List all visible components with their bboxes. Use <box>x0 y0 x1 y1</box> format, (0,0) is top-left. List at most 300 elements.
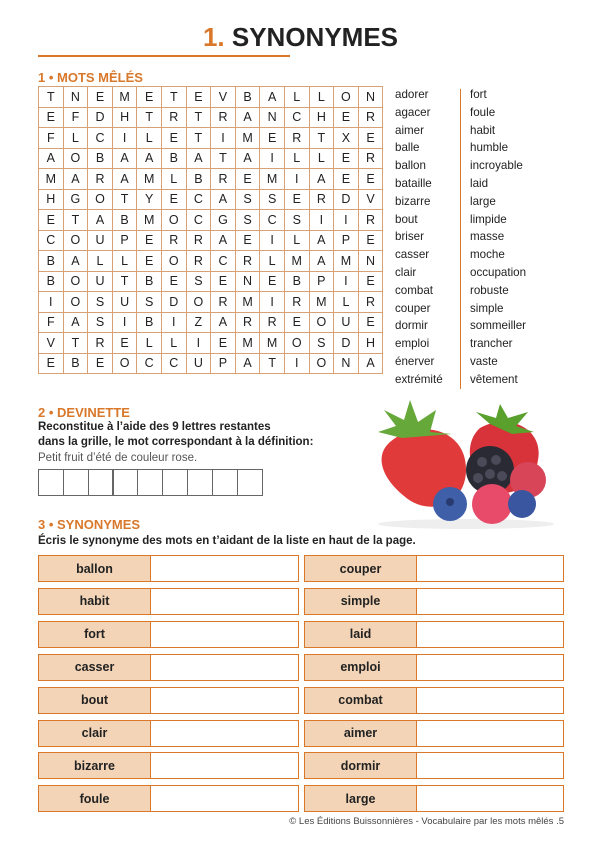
riddle-definition: Petit fruit d’été de couleur rose. <box>38 452 198 464</box>
grid-cell: S <box>284 210 309 231</box>
grid-cell: D <box>161 292 186 313</box>
grid-cell: O <box>186 292 211 313</box>
grid-cell: L <box>161 333 186 354</box>
grid-cell: F <box>39 128 64 149</box>
synonym-answer-field[interactable] <box>417 753 563 778</box>
grid-cell: I <box>260 148 285 169</box>
grid-cell: E <box>88 353 113 374</box>
grid-cell: S <box>88 312 113 333</box>
synonym-row <box>304 654 564 681</box>
grid-cell: R <box>358 292 383 313</box>
synonym-answer-field[interactable] <box>417 556 563 581</box>
grid-cell: S <box>309 333 334 354</box>
grid-cell: A <box>235 148 260 169</box>
grid-cell: O <box>334 87 359 108</box>
grid-cell: T <box>63 210 88 231</box>
grid-cell: T <box>186 107 211 128</box>
grid-cell: L <box>284 148 309 169</box>
word-list-item: combat <box>395 283 434 297</box>
grid-cell: B <box>137 312 162 333</box>
word-list-item: vaste <box>470 354 498 368</box>
grid-cell: D <box>334 189 359 210</box>
synonym-word: laid <box>305 622 417 647</box>
grid-cell: A <box>211 189 236 210</box>
answer-letter-box[interactable] <box>112 469 138 496</box>
grid-cell: R <box>235 251 260 272</box>
grid-cell: M <box>260 169 285 190</box>
grid-cell: A <box>63 251 88 272</box>
word-list-item: clair <box>395 265 417 279</box>
grid-cell: T <box>260 353 285 374</box>
grid-cell: V <box>39 333 64 354</box>
grid-cell: B <box>112 210 137 231</box>
grid-cell: T <box>63 333 88 354</box>
grid-cell: O <box>309 312 334 333</box>
grid-cell: A <box>309 230 334 251</box>
grid-cell: B <box>39 251 64 272</box>
word-list-item: agacer <box>395 105 431 119</box>
grid-cell: L <box>137 128 162 149</box>
synonym-row <box>38 752 299 779</box>
synonym-row <box>304 752 564 779</box>
grid-cell: E <box>39 353 64 374</box>
grid-cell: E <box>186 87 211 108</box>
grid-cell: E <box>334 148 359 169</box>
grid-cell: B <box>186 169 211 190</box>
synonym-word: large <box>305 786 417 811</box>
grid-cell: M <box>235 333 260 354</box>
synonym-row <box>38 588 299 615</box>
grid-cell: M <box>309 292 334 313</box>
answer-letter-box[interactable] <box>162 469 188 496</box>
word-list-item: masse <box>470 230 505 244</box>
grid-cell: U <box>334 312 359 333</box>
grid-cell: Y <box>137 189 162 210</box>
title-number: 1. <box>202 22 225 52</box>
grid-cell: P <box>211 353 236 374</box>
synonym-word: fort <box>39 622 151 647</box>
grid-cell: C <box>284 107 309 128</box>
answer-letter-box[interactable] <box>187 469 213 496</box>
berries-image <box>368 398 560 530</box>
synonym-row <box>38 555 299 582</box>
word-list-item: emploi <box>395 337 430 351</box>
synonym-row <box>38 687 299 714</box>
grid-cell: E <box>358 271 383 292</box>
grid-cell: P <box>309 271 334 292</box>
grid-cell: L <box>88 251 113 272</box>
word-list-item: énerver <box>395 354 435 368</box>
answer-letter-box[interactable] <box>38 469 64 496</box>
synonym-row <box>304 555 564 582</box>
grid-cell: L <box>334 292 359 313</box>
grid-row <box>39 189 383 210</box>
grid-cell: C <box>88 128 113 149</box>
grid-cell: I <box>309 210 334 231</box>
grid-cell: E <box>284 189 309 210</box>
grid-cell: R <box>186 230 211 251</box>
grid-cell: L <box>63 128 88 149</box>
grid-cell: A <box>39 148 64 169</box>
word-list-item: dormir <box>395 319 428 333</box>
grid-cell: E <box>39 107 64 128</box>
grid-cell: H <box>309 107 334 128</box>
grid-cell: R <box>309 189 334 210</box>
grid-cell: S <box>260 189 285 210</box>
synonym-row <box>38 621 299 648</box>
grid-cell: M <box>235 292 260 313</box>
grid-cell: T <box>309 128 334 149</box>
grid-cell: M <box>137 169 162 190</box>
synonym-row <box>304 720 564 747</box>
grid-cell: C <box>161 353 186 374</box>
answer-letter-box[interactable] <box>88 469 114 496</box>
grid-cell: O <box>63 148 88 169</box>
word-list-right <box>470 86 526 389</box>
grid-cell: E <box>260 128 285 149</box>
grid-cell: R <box>211 292 236 313</box>
grid-cell: H <box>112 107 137 128</box>
synonym-answer-field[interactable] <box>417 688 563 713</box>
grid-cell: C <box>137 353 162 374</box>
grid-cell: T <box>112 189 137 210</box>
synonym-word: bizarre <box>39 753 151 778</box>
grid-cell: T <box>112 271 137 292</box>
word-list-item: moche <box>470 248 505 262</box>
grid-cell: S <box>88 292 113 313</box>
grid-cell: V <box>211 87 236 108</box>
synonym-answer-field[interactable] <box>417 622 563 647</box>
grid-cell: B <box>63 353 88 374</box>
grid-row <box>39 148 383 169</box>
grid-cell: E <box>39 210 64 231</box>
grid-cell: M <box>334 251 359 272</box>
grid-cell: B <box>137 271 162 292</box>
grid-row <box>39 312 383 333</box>
grid-cell: E <box>161 189 186 210</box>
grid-row <box>39 353 383 374</box>
synonym-word: emploi <box>305 655 417 680</box>
grid-cell: E <box>137 230 162 251</box>
grid-cell: R <box>284 128 309 149</box>
synonym-row <box>304 785 564 812</box>
grid-cell: E <box>334 169 359 190</box>
grid-cell: R <box>284 292 309 313</box>
grid-row <box>39 292 383 313</box>
grid-cell: N <box>63 87 88 108</box>
grid-cell: E <box>112 333 137 354</box>
grid-cell: A <box>88 210 113 231</box>
footer: © Les Éditions Buissonnières - Vocabulaire par les mots mêlés .5 <box>289 816 564 827</box>
word-list-item: habit <box>470 123 496 137</box>
grid-cell: C <box>186 189 211 210</box>
grid-cell: O <box>161 251 186 272</box>
word-list-item: fort <box>470 88 487 101</box>
grid-cell: G <box>63 189 88 210</box>
grid-cell: R <box>161 230 186 251</box>
synonym-answer-field[interactable] <box>151 721 298 746</box>
title-underline <box>38 55 290 57</box>
grid-cell: U <box>112 292 137 313</box>
synonym-answer-field[interactable] <box>151 556 298 581</box>
grid-cell: M <box>260 333 285 354</box>
synonym-word: dormir <box>305 753 417 778</box>
grid-cell: B <box>39 271 64 292</box>
grid-cell: I <box>334 210 359 231</box>
grid-cell: E <box>235 230 260 251</box>
grid-row <box>39 230 383 251</box>
grid-cell: E <box>358 230 383 251</box>
grid-cell: L <box>161 169 186 190</box>
synonym-answer-field[interactable] <box>417 589 563 614</box>
grid-cell: H <box>39 189 64 210</box>
grid-cell: R <box>358 210 383 231</box>
grid-cell: B <box>88 148 113 169</box>
word-list-item: foule <box>470 105 496 119</box>
grid-cell: M <box>112 87 137 108</box>
synonym-word: ballon <box>39 556 151 581</box>
word-list-item: robuste <box>470 283 509 297</box>
grid-cell: T <box>211 148 236 169</box>
word-list-divider <box>460 89 461 389</box>
grid-cell: E <box>88 87 113 108</box>
synonym-word: casser <box>39 655 151 680</box>
word-list-item: bout <box>395 212 418 226</box>
grid-cell: E <box>334 107 359 128</box>
grid-cell: T <box>137 107 162 128</box>
grid-cell: X <box>334 128 359 149</box>
word-list-item: limpide <box>470 212 507 226</box>
synonym-answer-field[interactable] <box>151 786 298 811</box>
synonym-row <box>38 720 299 747</box>
grid-cell: I <box>284 353 309 374</box>
grid-cell: A <box>112 148 137 169</box>
word-list-item: aimer <box>395 123 424 137</box>
grid-cell: F <box>63 107 88 128</box>
grid-cell: E <box>284 312 309 333</box>
grid-cell: R <box>161 107 186 128</box>
synonym-answer-field[interactable] <box>417 721 563 746</box>
synonym-answer-field[interactable] <box>417 655 563 680</box>
word-list-left <box>395 86 443 389</box>
grid-cell: E <box>211 271 236 292</box>
grid-cell: P <box>334 230 359 251</box>
grid-cell: M <box>39 169 64 190</box>
grid-cell: R <box>88 169 113 190</box>
grid-cell: E <box>358 169 383 190</box>
synonym-answer-field[interactable] <box>151 655 298 680</box>
synonym-word: couper <box>305 556 417 581</box>
synonym-answer-field[interactable] <box>151 589 298 614</box>
grid-cell: U <box>88 271 113 292</box>
synonym-word: aimer <box>305 721 417 746</box>
grid-row <box>39 251 383 272</box>
synonym-row <box>304 621 564 648</box>
grid-row <box>39 169 383 190</box>
grid-cell: I <box>161 312 186 333</box>
grid-cell: T <box>186 128 211 149</box>
grid-cell: R <box>186 251 211 272</box>
synonym-word: foule <box>39 786 151 811</box>
grid-cell: E <box>260 271 285 292</box>
grid-row <box>39 87 383 108</box>
grid-cell: B <box>235 87 260 108</box>
grid-cell: I <box>39 292 64 313</box>
grid-cell: L <box>137 333 162 354</box>
grid-cell: I <box>260 292 285 313</box>
grid-row <box>39 271 383 292</box>
grid-cell: N <box>235 271 260 292</box>
grid-cell: I <box>334 271 359 292</box>
grid-cell: R <box>358 107 383 128</box>
grid-cell: A <box>186 148 211 169</box>
grid-cell: R <box>235 312 260 333</box>
grid-cell: V <box>358 189 383 210</box>
grid-cell: L <box>284 230 309 251</box>
grid-cell: E <box>358 312 383 333</box>
grid-cell: I <box>112 312 137 333</box>
grid-cell: D <box>88 107 113 128</box>
grid-cell: N <box>334 353 359 374</box>
grid-cell: L <box>284 87 309 108</box>
grid-cell: I <box>260 230 285 251</box>
grid-cell: S <box>235 189 260 210</box>
grid-cell: C <box>39 230 64 251</box>
grid-cell: D <box>334 333 359 354</box>
grid-cell: E <box>161 128 186 149</box>
grid-cell: L <box>112 251 137 272</box>
synonym-word: clair <box>39 721 151 746</box>
synonym-word: habit <box>39 589 151 614</box>
grid-row <box>39 333 383 354</box>
synonym-row <box>304 687 564 714</box>
grid-cell: E <box>211 333 236 354</box>
grid-cell: B <box>161 148 186 169</box>
grid-row <box>39 107 383 128</box>
word-list-item: sommeiller <box>470 319 527 333</box>
grid-cell: N <box>358 251 383 272</box>
riddle-instruction-1: Reconstitue à l’aide des 9 lettres restantes <box>38 421 271 433</box>
synonym-answer-field[interactable] <box>151 753 298 778</box>
synonym-answer-field[interactable] <box>151 622 298 647</box>
riddle-instruction-2: dans la grille, le mot correspondant à la définition: <box>38 436 314 448</box>
grid-cell: M <box>284 251 309 272</box>
grid-cell: E <box>235 169 260 190</box>
word-list-item: laid <box>470 176 489 190</box>
grid-cell: A <box>309 169 334 190</box>
grid-cell: U <box>88 230 113 251</box>
word-list-item: occupation <box>470 265 527 279</box>
grid-cell: C <box>260 210 285 231</box>
synonym-word: combat <box>305 688 417 713</box>
grid-cell: R <box>211 107 236 128</box>
word-list-item: extrémité <box>395 372 443 386</box>
riddle-answer-boxes <box>38 469 261 496</box>
grid-cell: T <box>161 87 186 108</box>
grid-cell: I <box>186 333 211 354</box>
synonym-row <box>38 654 299 681</box>
grid-cell: A <box>112 169 137 190</box>
grid-cell: M <box>137 210 162 231</box>
answer-letter-box[interactable] <box>237 469 263 496</box>
section1-title: 1 • MOTS MÊLÉS <box>38 70 143 85</box>
answer-letter-box[interactable] <box>63 469 89 496</box>
answer-letter-box[interactable] <box>212 469 238 496</box>
grid-cell: B <box>284 271 309 292</box>
grid-cell: O <box>161 210 186 231</box>
grid-cell: A <box>309 251 334 272</box>
word-list-item: casser <box>395 248 430 262</box>
grid-cell: I <box>211 128 236 149</box>
grid-cell: F <box>39 312 64 333</box>
grid-cell: I <box>112 128 137 149</box>
word-list-item: ballon <box>395 159 426 173</box>
word-list-item: simple <box>470 301 504 315</box>
synonym-answer-field[interactable] <box>151 688 298 713</box>
word-list-item: humble <box>470 141 509 155</box>
word-list-item: incroyable <box>470 159 523 173</box>
grid-cell: E <box>137 251 162 272</box>
word-list-item: adorer <box>395 88 429 101</box>
synonym-word: simple <box>305 589 417 614</box>
grid-cell: R <box>88 333 113 354</box>
section3-title: 3 • SYNONYMES <box>38 517 141 532</box>
grid-cell: A <box>137 148 162 169</box>
grid-cell: H <box>358 333 383 354</box>
grid-cell: N <box>358 87 383 108</box>
word-list-item: vêtement <box>470 372 518 386</box>
grid-cell: O <box>63 230 88 251</box>
word-search-grid <box>38 86 383 374</box>
grid-cell: S <box>137 292 162 313</box>
grid-row <box>39 210 383 231</box>
synonym-word: bout <box>39 688 151 713</box>
grid-cell: O <box>88 189 113 210</box>
word-list-item: couper <box>395 301 431 315</box>
grid-row <box>39 128 383 149</box>
grid-cell: M <box>235 128 260 149</box>
grid-cell: A <box>235 353 260 374</box>
grid-cell: S <box>186 271 211 292</box>
grid-cell: R <box>260 312 285 333</box>
grid-cell: A <box>211 312 236 333</box>
grid-cell: E <box>137 87 162 108</box>
grid-cell: O <box>309 353 334 374</box>
grid-cell: T <box>39 87 64 108</box>
synonyms-instruction: Écris le synonyme des mots en t’aidant de la liste en haut de la page. <box>38 535 416 547</box>
grid-cell: L <box>309 148 334 169</box>
grid-cell: U <box>186 353 211 374</box>
title-text: SYNONYMES <box>231 22 399 52</box>
grid-cell: A <box>260 87 285 108</box>
synonym-row <box>304 588 564 615</box>
synonym-row <box>38 785 299 812</box>
grid-cell: S <box>235 210 260 231</box>
grid-cell: P <box>112 230 137 251</box>
answer-letter-box[interactable] <box>137 469 163 496</box>
word-list-item: trancher <box>470 337 513 351</box>
grid-cell: A <box>235 107 260 128</box>
word-list-item: balle <box>395 141 420 155</box>
grid-cell: R <box>211 169 236 190</box>
grid-cell: Z <box>186 312 211 333</box>
grid-cell: E <box>161 271 186 292</box>
word-list-item: bizarre <box>395 194 431 208</box>
grid-cell: A <box>63 169 88 190</box>
synonym-answer-field[interactable] <box>417 786 563 811</box>
word-list-item: briser <box>395 230 424 244</box>
section2-title: 2 • DEVINETTE <box>38 405 130 420</box>
